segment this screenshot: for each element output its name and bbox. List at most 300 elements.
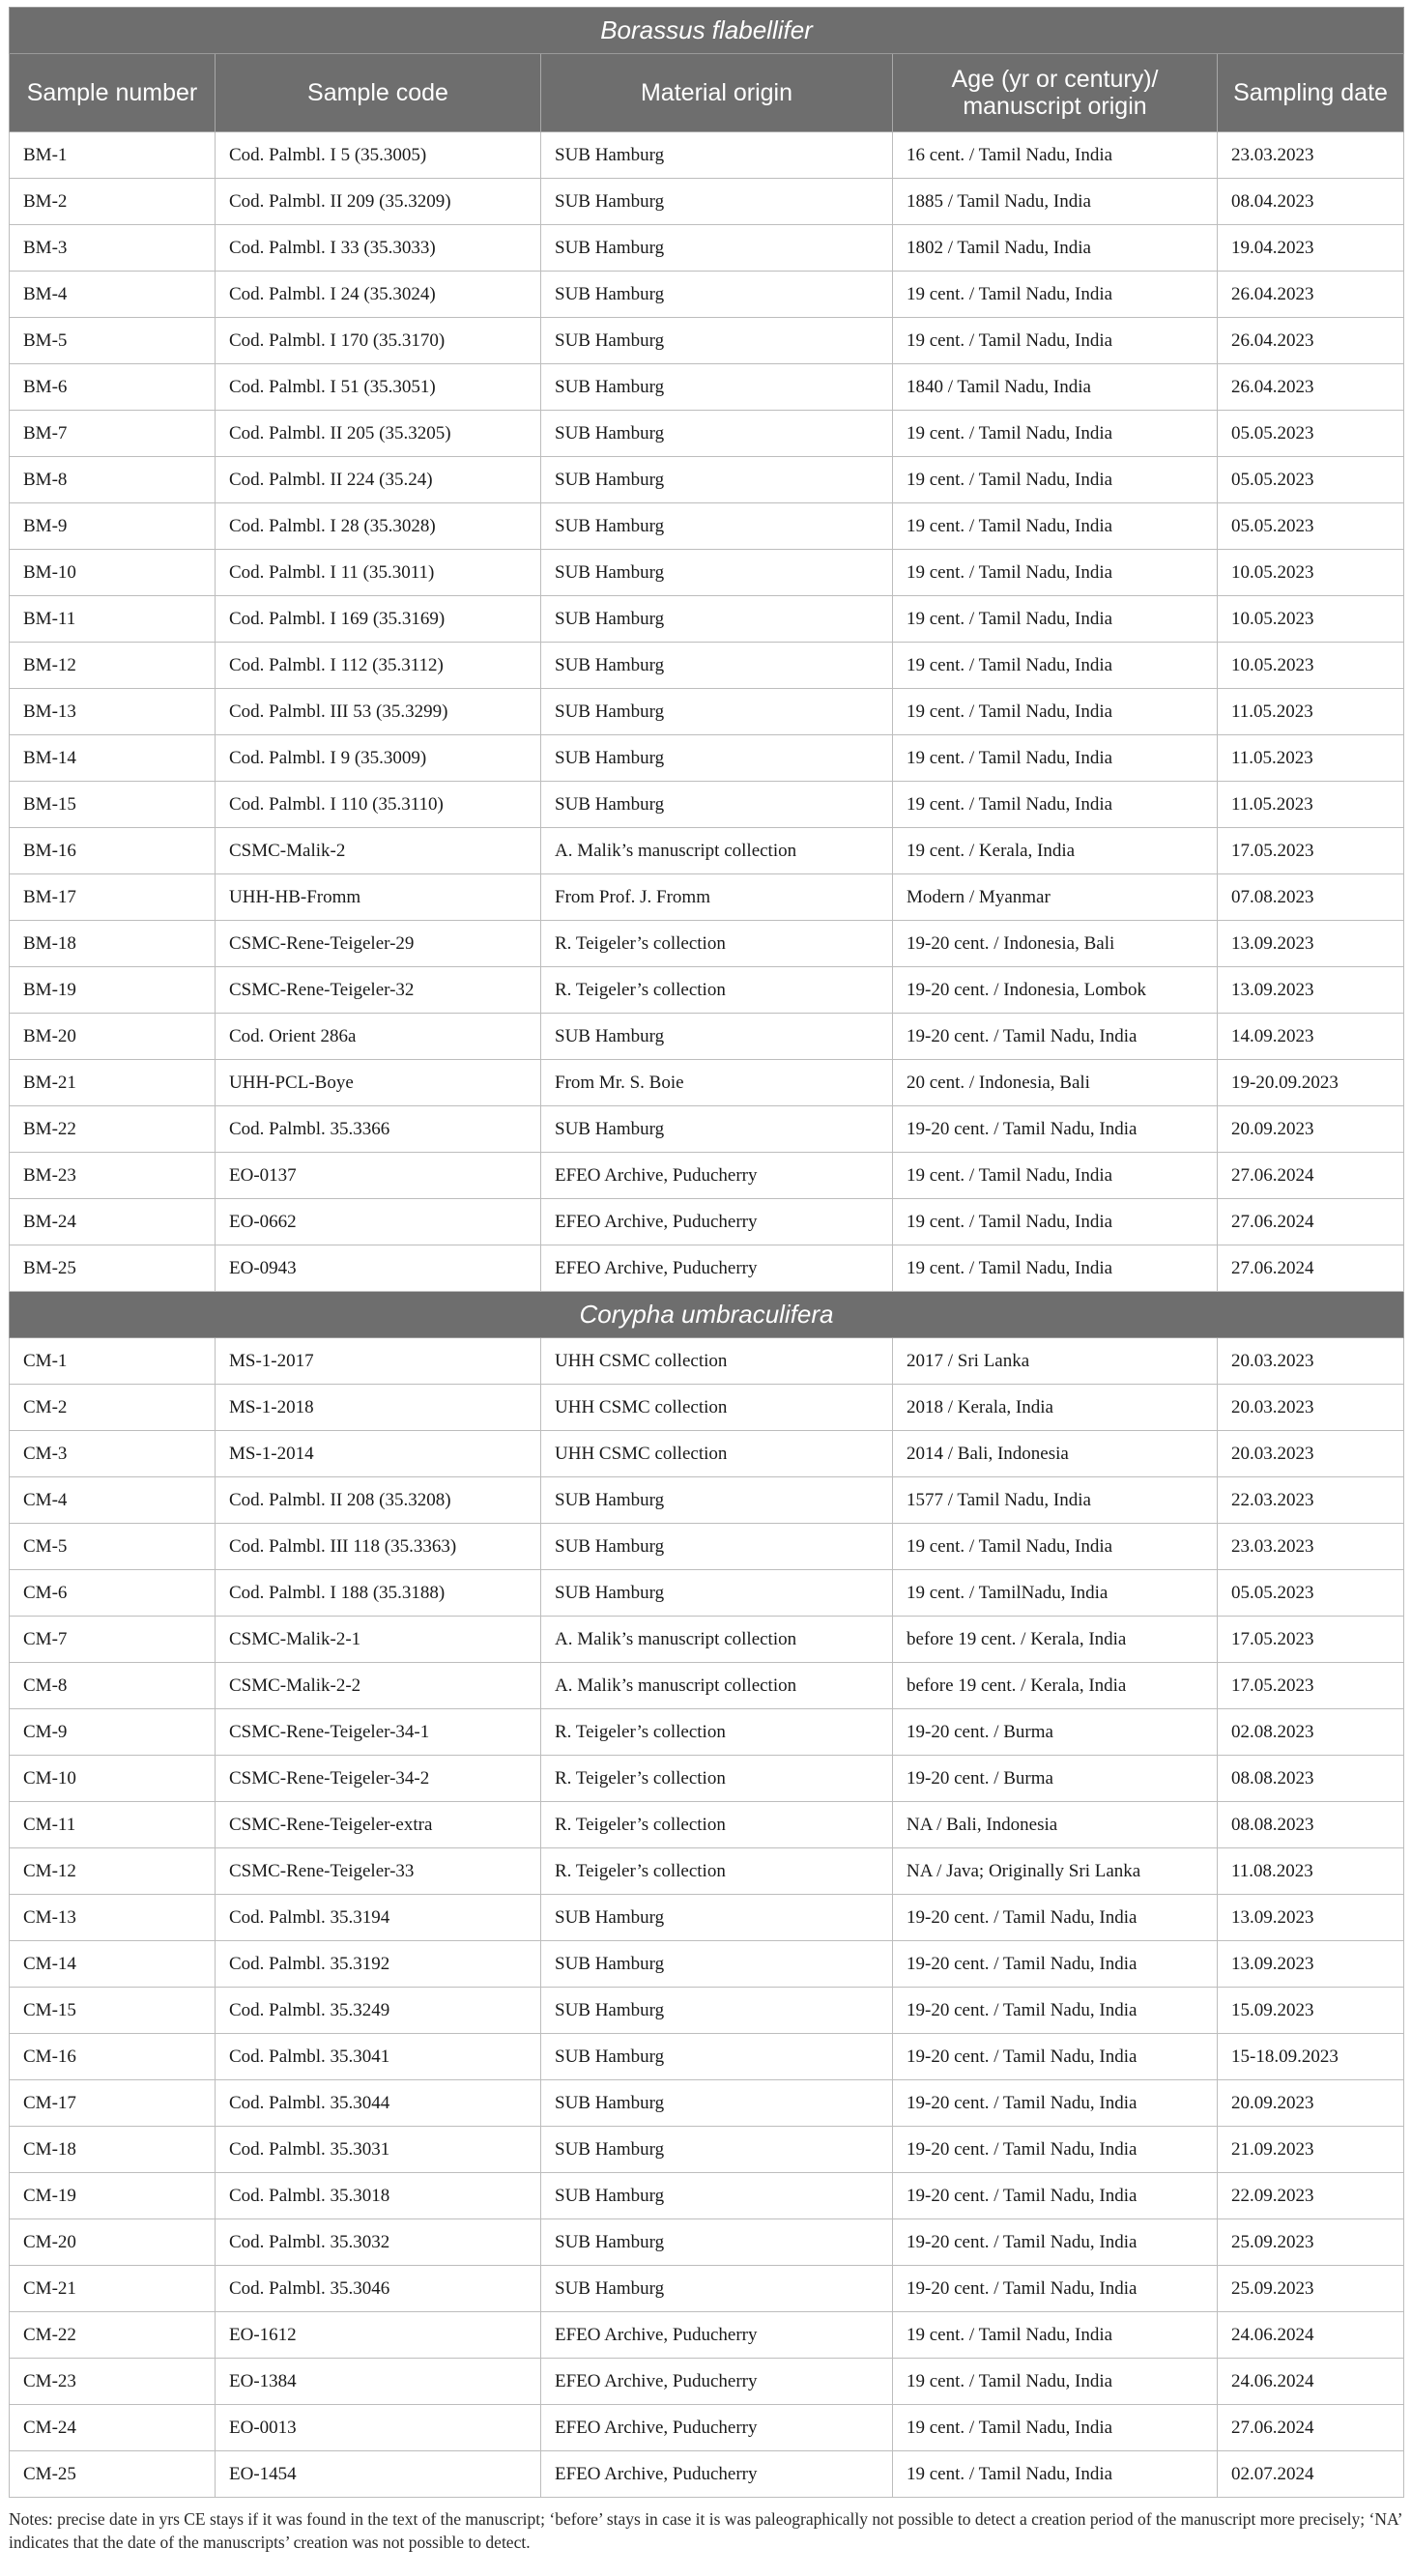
cell-sampling-date: 02.08.2023 <box>1218 1709 1404 1756</box>
cell-sampling-date: 20.03.2023 <box>1218 1431 1404 1477</box>
cell-sample-code: Cod. Palmbl. III 53 (35.3299) <box>216 689 541 735</box>
cell-sampling-date: 15-18.09.2023 <box>1218 2034 1404 2080</box>
cell-sample-code: Cod. Palmbl. 35.3192 <box>216 1941 541 1988</box>
cell-sampling-date: 25.09.2023 <box>1218 2219 1404 2266</box>
cell-sampling-date: 10.05.2023 <box>1218 643 1404 689</box>
cell-sample-code: EO-1384 <box>216 2359 541 2405</box>
table-row <box>10 2312 1404 2359</box>
cell-age-origin: NA / Java; Originally Sri Lanka <box>893 1848 1218 1895</box>
cell-sample-number: BM-16 <box>10 828 216 874</box>
table-row <box>10 689 1404 735</box>
table-row <box>10 179 1404 225</box>
table-row <box>10 1060 1404 1106</box>
cell-material-origin: R. Teigeler’s collection <box>541 1709 893 1756</box>
cell-material-origin: From Mr. S. Boie <box>541 1060 893 1106</box>
cell-sample-code: Cod. Palmbl. 35.3031 <box>216 2127 541 2173</box>
cell-sample-code: Cod. Palmbl. I 169 (35.3169) <box>216 596 541 643</box>
cell-sample-number: CM-17 <box>10 2080 216 2127</box>
cell-material-origin: SUB Hamburg <box>541 1988 893 2034</box>
cell-sampling-date: 26.04.2023 <box>1218 272 1404 318</box>
table-row <box>10 2359 1404 2405</box>
cell-material-origin: SUB Hamburg <box>541 782 893 828</box>
cell-sampling-date: 17.05.2023 <box>1218 1663 1404 1709</box>
cell-sampling-date: 19.04.2023 <box>1218 225 1404 272</box>
cell-sampling-date: 13.09.2023 <box>1218 1941 1404 1988</box>
cell-material-origin: SUB Hamburg <box>541 2034 893 2080</box>
cell-sample-number: BM-8 <box>10 457 216 503</box>
table-row <box>10 2266 1404 2312</box>
cell-age-origin: 19 cent. / Tamil Nadu, India <box>893 735 1218 782</box>
cell-material-origin: SUB Hamburg <box>541 364 893 411</box>
cell-sample-number: CM-8 <box>10 1663 216 1709</box>
cell-age-origin: 19-20 cent. / Tamil Nadu, India <box>893 1988 1218 2034</box>
table-row <box>10 1524 1404 1570</box>
cell-material-origin: SUB Hamburg <box>541 1014 893 1060</box>
cell-sampling-date: 21.09.2023 <box>1218 2127 1404 2173</box>
cell-sample-number: CM-20 <box>10 2219 216 2266</box>
cell-age-origin: 2017 / Sri Lanka <box>893 1338 1218 1385</box>
cell-sample-code: CSMC-Rene-Teigeler-33 <box>216 1848 541 1895</box>
header-sample-number: Sample number <box>10 54 216 132</box>
cell-material-origin: SUB Hamburg <box>541 1895 893 1941</box>
cell-material-origin: SUB Hamburg <box>541 318 893 364</box>
cell-sampling-date: 15.09.2023 <box>1218 1988 1404 2034</box>
cell-sample-number: BM-7 <box>10 411 216 457</box>
cell-sample-number: CM-7 <box>10 1617 216 1663</box>
cell-sample-code: EO-0943 <box>216 1245 541 1292</box>
cell-material-origin: SUB Hamburg <box>541 1570 893 1617</box>
cell-material-origin: SUB Hamburg <box>541 1941 893 1988</box>
cell-sampling-date: 11.05.2023 <box>1218 689 1404 735</box>
cell-sampling-date: 23.03.2023 <box>1218 1524 1404 1570</box>
cell-sampling-date: 05.05.2023 <box>1218 1570 1404 1617</box>
cell-material-origin: EFEO Archive, Puducherry <box>541 2359 893 2405</box>
cell-sampling-date: 11.05.2023 <box>1218 735 1404 782</box>
cell-age-origin: 19 cent. / Kerala, India <box>893 828 1218 874</box>
cell-age-origin: 19 cent. / Tamil Nadu, India <box>893 596 1218 643</box>
cell-sampling-date: 27.06.2024 <box>1218 1153 1404 1199</box>
cell-age-origin: NA / Bali, Indonesia <box>893 1802 1218 1848</box>
cell-age-origin: 19 cent. / TamilNadu, India <box>893 1570 1218 1617</box>
cell-sampling-date: 26.04.2023 <box>1218 318 1404 364</box>
cell-sample-number: CM-18 <box>10 2127 216 2173</box>
cell-sample-code: CSMC-Rene-Teigeler-32 <box>216 967 541 1014</box>
cell-sample-code: Cod. Palmbl. II 208 (35.3208) <box>216 1477 541 1524</box>
table-row <box>10 2173 1404 2219</box>
table-row <box>10 1153 1404 1199</box>
table-row <box>10 921 1404 967</box>
cell-sampling-date: 24.06.2024 <box>1218 2359 1404 2405</box>
table-row <box>10 1941 1404 1988</box>
cell-material-origin: R. Teigeler’s collection <box>541 1756 893 1802</box>
cell-material-origin: EFEO Archive, Puducherry <box>541 1153 893 1199</box>
cell-material-origin: SUB Hamburg <box>541 2173 893 2219</box>
cell-sample-code: Cod. Palmbl. 35.3366 <box>216 1106 541 1153</box>
cell-age-origin: 19 cent. / Tamil Nadu, India <box>893 782 1218 828</box>
cell-age-origin: 19 cent. / Tamil Nadu, India <box>893 1199 1218 1245</box>
cell-sample-code: Cod. Palmbl. I 110 (35.3110) <box>216 782 541 828</box>
cell-age-origin: 1802 / Tamil Nadu, India <box>893 225 1218 272</box>
header-sampling-date: Sampling date <box>1218 54 1404 132</box>
cell-sampling-date: 10.05.2023 <box>1218 550 1404 596</box>
cell-sampling-date: 20.09.2023 <box>1218 2080 1404 2127</box>
cell-age-origin: 20 cent. / Indonesia, Bali <box>893 1060 1218 1106</box>
cell-sampling-date: 20.09.2023 <box>1218 1106 1404 1153</box>
cell-sample-number: CM-21 <box>10 2266 216 2312</box>
cell-sample-code: Cod. Palmbl. II 205 (35.3205) <box>216 411 541 457</box>
cell-sample-number: BM-19 <box>10 967 216 1014</box>
cell-sampling-date: 11.05.2023 <box>1218 782 1404 828</box>
table-row <box>10 1106 1404 1153</box>
cell-sampling-date: 05.05.2023 <box>1218 503 1404 550</box>
cell-age-origin: 1840 / Tamil Nadu, India <box>893 364 1218 411</box>
cell-material-origin: EFEO Archive, Puducherry <box>541 2405 893 2451</box>
cell-sample-number: CM-3 <box>10 1431 216 1477</box>
table-row <box>10 1477 1404 1524</box>
cell-sample-number: CM-25 <box>10 2451 216 2498</box>
table-row <box>10 2080 1404 2127</box>
cell-sampling-date: 10.05.2023 <box>1218 596 1404 643</box>
cell-sample-code: Cod. Palmbl. 35.3018 <box>216 2173 541 2219</box>
table-row <box>10 1756 1404 1802</box>
cell-sampling-date: 26.04.2023 <box>1218 364 1404 411</box>
cell-age-origin: 2014 / Bali, Indonesia <box>893 1431 1218 1477</box>
cell-material-origin: SUB Hamburg <box>541 2080 893 2127</box>
cell-sample-number: CM-5 <box>10 1524 216 1570</box>
cell-sampling-date: 25.09.2023 <box>1218 2266 1404 2312</box>
sample-table <box>9 7 1404 2498</box>
cell-sample-number: CM-14 <box>10 1941 216 1988</box>
table-row <box>10 2219 1404 2266</box>
cell-sample-number: BM-15 <box>10 782 216 828</box>
header-sample-code: Sample code <box>216 54 541 132</box>
cell-material-origin: SUB Hamburg <box>541 550 893 596</box>
cell-sample-number: CM-15 <box>10 1988 216 2034</box>
cell-age-origin: 19-20 cent. / Tamil Nadu, India <box>893 2173 1218 2219</box>
table-row <box>10 1709 1404 1756</box>
cell-age-origin: 19-20 cent. / Tamil Nadu, India <box>893 2034 1218 2080</box>
cell-sample-number: BM-10 <box>10 550 216 596</box>
cell-sample-code: Cod. Palmbl. I 112 (35.3112) <box>216 643 541 689</box>
cell-sampling-date: 17.05.2023 <box>1218 1617 1404 1663</box>
cell-sample-code: Cod. Palmbl. I 11 (35.3011) <box>216 550 541 596</box>
cell-material-origin: SUB Hamburg <box>541 1106 893 1153</box>
cell-sample-code: Cod. Palmbl. 35.3044 <box>216 2080 541 2127</box>
table-row <box>10 596 1404 643</box>
cell-age-origin: 19-20 cent. / Tamil Nadu, India <box>893 1895 1218 1941</box>
cell-sample-code: CSMC-Rene-Teigeler-34-1 <box>216 1709 541 1756</box>
cell-sample-number: CM-1 <box>10 1338 216 1385</box>
table-row <box>10 272 1404 318</box>
cell-sample-code: Cod. Palmbl. I 9 (35.3009) <box>216 735 541 782</box>
cell-material-origin: SUB Hamburg <box>541 503 893 550</box>
cell-age-origin: 19 cent. / Tamil Nadu, India <box>893 318 1218 364</box>
cell-material-origin: EFEO Archive, Puducherry <box>541 2451 893 2498</box>
cell-sample-code: CSMC-Rene-Teigeler-34-2 <box>216 1756 541 1802</box>
cell-sampling-date: 17.05.2023 <box>1218 828 1404 874</box>
cell-sample-number: CM-24 <box>10 2405 216 2451</box>
cell-sampling-date: 22.03.2023 <box>1218 1477 1404 1524</box>
cell-sample-number: BM-3 <box>10 225 216 272</box>
cell-sample-number: BM-14 <box>10 735 216 782</box>
sample-table-container <box>9 7 1403 2554</box>
cell-sampling-date: 19-20.09.2023 <box>1218 1060 1404 1106</box>
cell-sample-number: CM-9 <box>10 1709 216 1756</box>
table-row <box>10 1199 1404 1245</box>
cell-age-origin: 19-20 cent. / Tamil Nadu, India <box>893 1106 1218 1153</box>
cell-sample-number: CM-4 <box>10 1477 216 1524</box>
cell-sample-code: Cod. Palmbl. 35.3046 <box>216 2266 541 2312</box>
cell-material-origin: R. Teigeler’s collection <box>541 967 893 1014</box>
cell-material-origin: SUB Hamburg <box>541 1524 893 1570</box>
cell-sampling-date: 27.06.2024 <box>1218 1199 1404 1245</box>
cell-sample-number: CM-6 <box>10 1570 216 1617</box>
cell-age-origin: 19 cent. / Tamil Nadu, India <box>893 689 1218 735</box>
cell-material-origin: SUB Hamburg <box>541 225 893 272</box>
cell-material-origin: EFEO Archive, Puducherry <box>541 1245 893 1292</box>
cell-age-origin: 19-20 cent. / Burma <box>893 1709 1218 1756</box>
cell-sample-code: CSMC-Malik-2 <box>216 828 541 874</box>
cell-sample-number: BM-18 <box>10 921 216 967</box>
section-header-borassus <box>10 8 1404 54</box>
cell-sample-code: EO-0137 <box>216 1153 541 1199</box>
cell-material-origin: SUB Hamburg <box>541 2127 893 2173</box>
cell-sample-code: MS-1-2017 <box>216 1338 541 1385</box>
cell-material-origin: EFEO Archive, Puducherry <box>541 1199 893 1245</box>
cell-sample-code: Cod. Palmbl. I 188 (35.3188) <box>216 1570 541 1617</box>
cell-sample-number: BM-13 <box>10 689 216 735</box>
cell-sample-number: CM-22 <box>10 2312 216 2359</box>
table-row <box>10 132 1404 179</box>
cell-material-origin: UHH CSMC collection <box>541 1385 893 1431</box>
cell-sample-code: MS-1-2018 <box>216 1385 541 1431</box>
cell-sample-number: CM-10 <box>10 1756 216 1802</box>
cell-material-origin: A. Malik’s manuscript collection <box>541 1617 893 1663</box>
section-header-corypha <box>10 1292 1404 1338</box>
cell-sample-number: BM-9 <box>10 503 216 550</box>
cell-material-origin: SUB Hamburg <box>541 689 893 735</box>
cell-sample-number: CM-12 <box>10 1848 216 1895</box>
cell-sampling-date: 13.09.2023 <box>1218 921 1404 967</box>
table-row <box>10 1014 1404 1060</box>
table-row <box>10 2405 1404 2451</box>
cell-sampling-date: 11.08.2023 <box>1218 1848 1404 1895</box>
table-row <box>10 411 1404 457</box>
cell-sample-number: CM-2 <box>10 1385 216 1431</box>
borassus-rows <box>10 132 1404 1292</box>
cell-age-origin: 19 cent. / Tamil Nadu, India <box>893 1524 1218 1570</box>
cell-sample-number: BM-6 <box>10 364 216 411</box>
cell-sample-number: BM-11 <box>10 596 216 643</box>
cell-age-origin: 19-20 cent. / Indonesia, Bali <box>893 921 1218 967</box>
cell-sample-code: Cod. Palmbl. I 51 (35.3051) <box>216 364 541 411</box>
header-age-origin: Age (yr or century)/ manuscript origin <box>893 54 1218 132</box>
cell-material-origin: SUB Hamburg <box>541 179 893 225</box>
cell-age-origin: 2018 / Kerala, India <box>893 1385 1218 1431</box>
cell-sample-code: CSMC-Rene-Teigeler-29 <box>216 921 541 967</box>
cell-sample-code: Cod. Palmbl. 35.3194 <box>216 1895 541 1941</box>
cell-sample-code: EO-1612 <box>216 2312 541 2359</box>
table-row <box>10 1895 1404 1941</box>
cell-age-origin: before 19 cent. / Kerala, India <box>893 1663 1218 1709</box>
cell-sample-code: Cod. Palmbl. 35.3032 <box>216 2219 541 2266</box>
table-row <box>10 1570 1404 1617</box>
column-header-row <box>10 54 1404 132</box>
cell-material-origin: UHH CSMC collection <box>541 1431 893 1477</box>
cell-sample-code: Cod. Palmbl. II 209 (35.3209) <box>216 179 541 225</box>
cell-material-origin: SUB Hamburg <box>541 1477 893 1524</box>
cell-sample-code: EO-0662 <box>216 1199 541 1245</box>
cell-material-origin: SUB Hamburg <box>541 457 893 503</box>
cell-sample-number: BM-24 <box>10 1199 216 1245</box>
table-row <box>10 503 1404 550</box>
table-row <box>10 225 1404 272</box>
cell-age-origin: 19-20 cent. / Indonesia, Lombok <box>893 967 1218 1014</box>
cell-age-origin: 19 cent. / Tamil Nadu, India <box>893 1245 1218 1292</box>
cell-sample-code: MS-1-2014 <box>216 1431 541 1477</box>
cell-sampling-date: 08.08.2023 <box>1218 1802 1404 1848</box>
cell-age-origin: 1885 / Tamil Nadu, India <box>893 179 1218 225</box>
cell-sampling-date: 07.08.2023 <box>1218 874 1404 921</box>
cell-age-origin: 19 cent. / Tamil Nadu, India <box>893 643 1218 689</box>
cell-sample-number: BM-17 <box>10 874 216 921</box>
cell-sample-code: CSMC-Malik-2-2 <box>216 1663 541 1709</box>
cell-sample-code: CSMC-Rene-Teigeler-extra <box>216 1802 541 1848</box>
table-row <box>10 828 1404 874</box>
cell-age-origin: 19 cent. / Tamil Nadu, India <box>893 550 1218 596</box>
cell-sample-code: UHH-PCL-Boye <box>216 1060 541 1106</box>
cell-age-origin: 1577 / Tamil Nadu, India <box>893 1477 1218 1524</box>
cell-age-origin: 19 cent. / Tamil Nadu, India <box>893 2312 1218 2359</box>
table-row <box>10 1802 1404 1848</box>
cell-sample-code: CSMC-Malik-2-1 <box>216 1617 541 1663</box>
table-row <box>10 1245 1404 1292</box>
table-row <box>10 364 1404 411</box>
cell-material-origin: SUB Hamburg <box>541 2266 893 2312</box>
header-material-origin: Material origin <box>541 54 893 132</box>
cell-sample-code: UHH-HB-Fromm <box>216 874 541 921</box>
cell-age-origin: 16 cent. / Tamil Nadu, India <box>893 132 1218 179</box>
table-row <box>10 643 1404 689</box>
table-row <box>10 318 1404 364</box>
cell-sampling-date: 27.06.2024 <box>1218 2405 1404 2451</box>
cell-material-origin: R. Teigeler’s collection <box>541 921 893 967</box>
table-row <box>10 2127 1404 2173</box>
cell-sampling-date: 20.03.2023 <box>1218 1338 1404 1385</box>
cell-age-origin: 19 cent. / Tamil Nadu, India <box>893 1153 1218 1199</box>
cell-sample-code: Cod. Palmbl. I 170 (35.3170) <box>216 318 541 364</box>
cell-sample-code: Cod. Palmbl. II 224 (35.24) <box>216 457 541 503</box>
cell-sampling-date: 08.08.2023 <box>1218 1756 1404 1802</box>
cell-age-origin: 19 cent. / Tamil Nadu, India <box>893 2405 1218 2451</box>
section-title: Corypha umbraculifera <box>10 1292 1404 1338</box>
cell-sampling-date: 08.04.2023 <box>1218 179 1404 225</box>
cell-sampling-date: 13.09.2023 <box>1218 1895 1404 1941</box>
cell-sample-number: BM-20 <box>10 1014 216 1060</box>
cell-sampling-date: 27.06.2024 <box>1218 1245 1404 1292</box>
cell-sampling-date: 05.05.2023 <box>1218 411 1404 457</box>
table-row <box>10 550 1404 596</box>
cell-sample-number: BM-5 <box>10 318 216 364</box>
cell-sample-code: Cod. Palmbl. 35.3041 <box>216 2034 541 2080</box>
cell-age-origin: 19-20 cent. / Tamil Nadu, India <box>893 1014 1218 1060</box>
cell-material-origin: EFEO Archive, Puducherry <box>541 2312 893 2359</box>
table-row <box>10 735 1404 782</box>
cell-age-origin: 19-20 cent. / Tamil Nadu, India <box>893 2266 1218 2312</box>
cell-age-origin: 19 cent. / Tamil Nadu, India <box>893 411 1218 457</box>
cell-sample-number: BM-12 <box>10 643 216 689</box>
table-row <box>10 967 1404 1014</box>
corypha-rows <box>10 1338 1404 2498</box>
cell-sample-number: BM-23 <box>10 1153 216 1199</box>
cell-material-origin: R. Teigeler’s collection <box>541 1848 893 1895</box>
cell-age-origin: 19-20 cent. / Tamil Nadu, India <box>893 2080 1218 2127</box>
cell-material-origin: SUB Hamburg <box>541 132 893 179</box>
cell-material-origin: SUB Hamburg <box>541 643 893 689</box>
cell-age-origin: 19 cent. / Tamil Nadu, India <box>893 503 1218 550</box>
table-row <box>10 874 1404 921</box>
cell-sampling-date: 20.03.2023 <box>1218 1385 1404 1431</box>
cell-sample-code: EO-1454 <box>216 2451 541 2498</box>
cell-sample-number: CM-16 <box>10 2034 216 2080</box>
cell-age-origin: 19 cent. / Tamil Nadu, India <box>893 272 1218 318</box>
cell-sample-code: Cod. Palmbl. I 5 (35.3005) <box>216 132 541 179</box>
cell-age-origin: 19 cent. / Tamil Nadu, India <box>893 2451 1218 2498</box>
cell-sampling-date: 23.03.2023 <box>1218 132 1404 179</box>
cell-material-origin: From Prof. J. Fromm <box>541 874 893 921</box>
cell-sample-code: EO-0013 <box>216 2405 541 2451</box>
cell-sampling-date: 22.09.2023 <box>1218 2173 1404 2219</box>
table-row <box>10 1663 1404 1709</box>
table-row <box>10 1617 1404 1663</box>
cell-sample-number: CM-23 <box>10 2359 216 2405</box>
cell-sample-number: CM-11 <box>10 1802 216 1848</box>
cell-sample-code: Cod. Palmbl. I 33 (35.3033) <box>216 225 541 272</box>
cell-age-origin: 19-20 cent. / Burma <box>893 1756 1218 1802</box>
table-row <box>10 1848 1404 1895</box>
table-row <box>10 1338 1404 1385</box>
cell-material-origin: A. Malik’s manuscript collection <box>541 1663 893 1709</box>
cell-material-origin: SUB Hamburg <box>541 596 893 643</box>
table-row <box>10 2034 1404 2080</box>
table-row <box>10 1988 1404 2034</box>
cell-sample-number: BM-22 <box>10 1106 216 1153</box>
cell-sample-number: BM-4 <box>10 272 216 318</box>
cell-sample-number: BM-21 <box>10 1060 216 1106</box>
cell-material-origin: UHH CSMC collection <box>541 1338 893 1385</box>
section-title: Borassus flabellifer <box>10 8 1404 54</box>
cell-sampling-date: 13.09.2023 <box>1218 967 1404 1014</box>
cell-sample-number: BM-1 <box>10 132 216 179</box>
cell-material-origin: R. Teigeler’s collection <box>541 1802 893 1848</box>
cell-age-origin: 19-20 cent. / Tamil Nadu, India <box>893 2127 1218 2173</box>
table-row <box>10 1385 1404 1431</box>
table-row <box>10 457 1404 503</box>
cell-sample-code: Cod. Palmbl. III 118 (35.3363) <box>216 1524 541 1570</box>
cell-age-origin: 19 cent. / Tamil Nadu, India <box>893 457 1218 503</box>
cell-material-origin: SUB Hamburg <box>541 272 893 318</box>
cell-sample-number: CM-19 <box>10 2173 216 2219</box>
table-notes: Notes: precise date in yrs CE stays if it was found in the text of the manuscript; ‘before’ stays in case it is was paleographically not possible to detect a creation period of the manuscript more precisely; ‘NA’ indicates that the date of the manuscripts’ creation was not possible to detect. <box>9 2509 1402 2552</box>
cell-sampling-date: 05.05.2023 <box>1218 457 1404 503</box>
cell-age-origin: Modern / Myanmar <box>893 874 1218 921</box>
cell-material-origin: SUB Hamburg <box>541 2219 893 2266</box>
cell-sampling-date: 02.07.2024 <box>1218 2451 1404 2498</box>
cell-sampling-date: 24.06.2024 <box>1218 2312 1404 2359</box>
cell-sample-number: CM-13 <box>10 1895 216 1941</box>
cell-material-origin: A. Malik’s manuscript collection <box>541 828 893 874</box>
cell-sampling-date: 14.09.2023 <box>1218 1014 1404 1060</box>
